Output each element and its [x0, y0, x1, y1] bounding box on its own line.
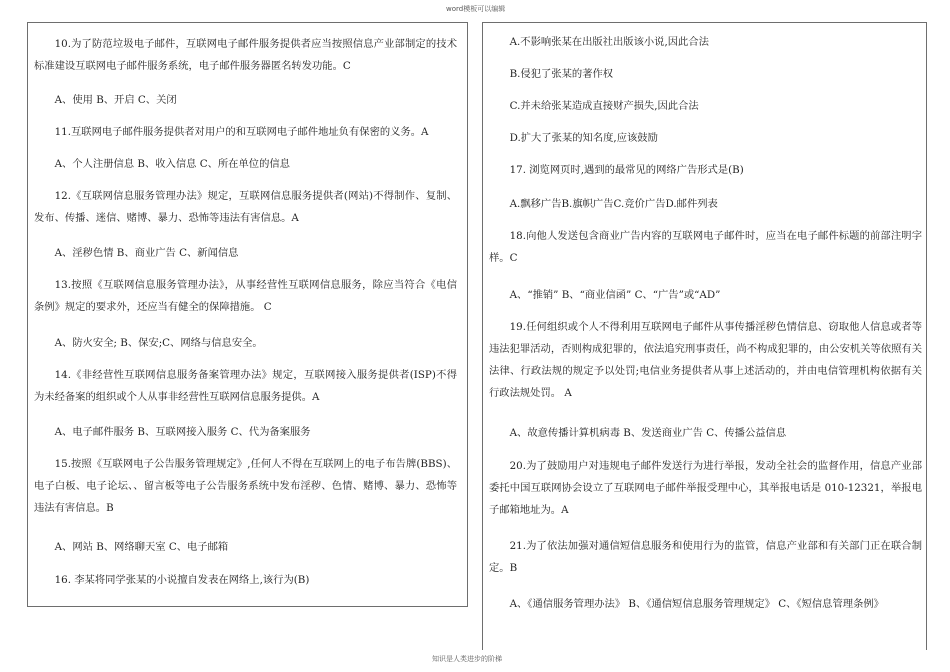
- question-18-text: 18.向他人发送包含商业广告内容的互联网电子邮件时，应当在电子邮件标题的前部注明字样。C: [489, 230, 922, 264]
- header-note: word模板可以编辑: [446, 5, 506, 13]
- question-11-options: A、个人注册信息 B、收入信息 C、所在单位的信息: [54, 158, 290, 170]
- question-17-options: A.飘移广告B.旗帜广告C.竞价广告D.邮件列表: [509, 198, 718, 210]
- question-10-options: A、使用 B、开启 C、关闭: [54, 94, 177, 106]
- footer-note: 知识是人类进步的阶梯: [432, 655, 502, 663]
- question-20-text: 20.为了鼓励用户对违规电子邮件发送行为进行举报，发动全社会的监督作用，信息产业部委托中国互联网协会设立了互联网电子邮件举报受理中心，其举报电话是 010-12321，举报电子邮箱地址为。A: [489, 460, 922, 516]
- question-15-options: A、网站 B、网络聊天室 C、电子邮箱: [54, 541, 229, 553]
- question-13-text: 13.按照《互联网信息服务管理办法》，从事经营性互联网信息服务，除应当符合《电信条例》规定的要求外，还应当有健全的保障措施。 C: [34, 279, 457, 313]
- question-13-options: A、防火安全; B、保安;C、网络与信息安全。: [54, 337, 263, 349]
- question-14-options: A、电子邮件服务 B、互联网接入服务 C、代为备案服务: [54, 426, 311, 438]
- right-column: [482, 22, 927, 650]
- question-17-text: 17. 浏览网页时,遇到的最常见的网络广告形式是(B): [509, 164, 744, 176]
- question-19-options: A、故意传播计算机病毒 B、发送商业广告 C、传播公益信息: [509, 427, 787, 439]
- question-16-option-c: C.并未给张某造成直接财产损失,因此合法: [509, 100, 699, 112]
- question-12-text: 12.《互联网信息服务管理办法》规定，互联网信息服务提供者(网站)不得制作、复制、发布、传播、迷信、赌博、暴力、恐怖等违法有害信息。A: [34, 190, 457, 224]
- question-16-option-d: D.扩大了张某的知名度,应该鼓励: [509, 132, 658, 144]
- question-16-option-a: A.不影响张某在出版社出版该小说,因此合法: [509, 36, 709, 48]
- question-16-option-b: B.侵犯了张某的著作权: [509, 68, 614, 80]
- question-15-text: 15.按照《互联网电子公告服务管理规定》,任何人不得在互联网上的电子布告牌(BBS)、电子白板、电子论坛、、留言板等电子公告服务系统中发布淫秽、色情、赌博、暴力、恐怖等违法有害信息。B: [34, 458, 457, 514]
- question-18-options: A、“推销” B、“商业信函” C、“广告”或“AD”: [509, 289, 721, 301]
- question-11-text: 11.互联网电子邮件服务提供者对用户的和互联网电子邮件地址负有保密的义务。A: [54, 126, 429, 138]
- question-12-options: A、淫秽色情 B、商业广告 C、新闻信息: [54, 247, 239, 259]
- question-14-text: 14.《非经营性互联网信息服务备案管理办法》规定，互联网接入服务提供者(ISP)不得为未经备案的组织或个人从事非经营性互联网信息服务提供。A: [34, 369, 457, 403]
- question-16-text: 16. 李某将同学张某的小说擅自发表在网络上,该行为(B): [54, 574, 310, 586]
- question-21-options: A、《通信服务管理办法》 B、《通信短信息服务管理规定》 C、《短信息管理条例》: [509, 598, 884, 610]
- question-21-text: 21.为了依法加强对通信短信息服务和使用行为的监管，信息产业部和有关部门正在联合制定。B: [489, 540, 922, 574]
- question-10-text: 10.为了防范垃圾电子邮件，互联网电子邮件服务提供者应当按照信息产业部制定的技术标准建设互联网电子邮件服务系统，电子邮件服务器匿名转发功能。C: [34, 38, 457, 72]
- left-column: [27, 22, 468, 607]
- question-19-text: 19.任何组织或个人不得利用互联网电子邮件从事传播淫秽色情信息、窃取他人信息或者等违法犯罪活动，否则构成犯罪的，依法追究刑事责任，尚不构成犯罪的，由公安机关等依照有关法律、行政法规的规定予以处罚;电信业务提供者从事上述活动的，并由电信管理机构依据有关行政法规处罚。 A: [489, 321, 922, 399]
